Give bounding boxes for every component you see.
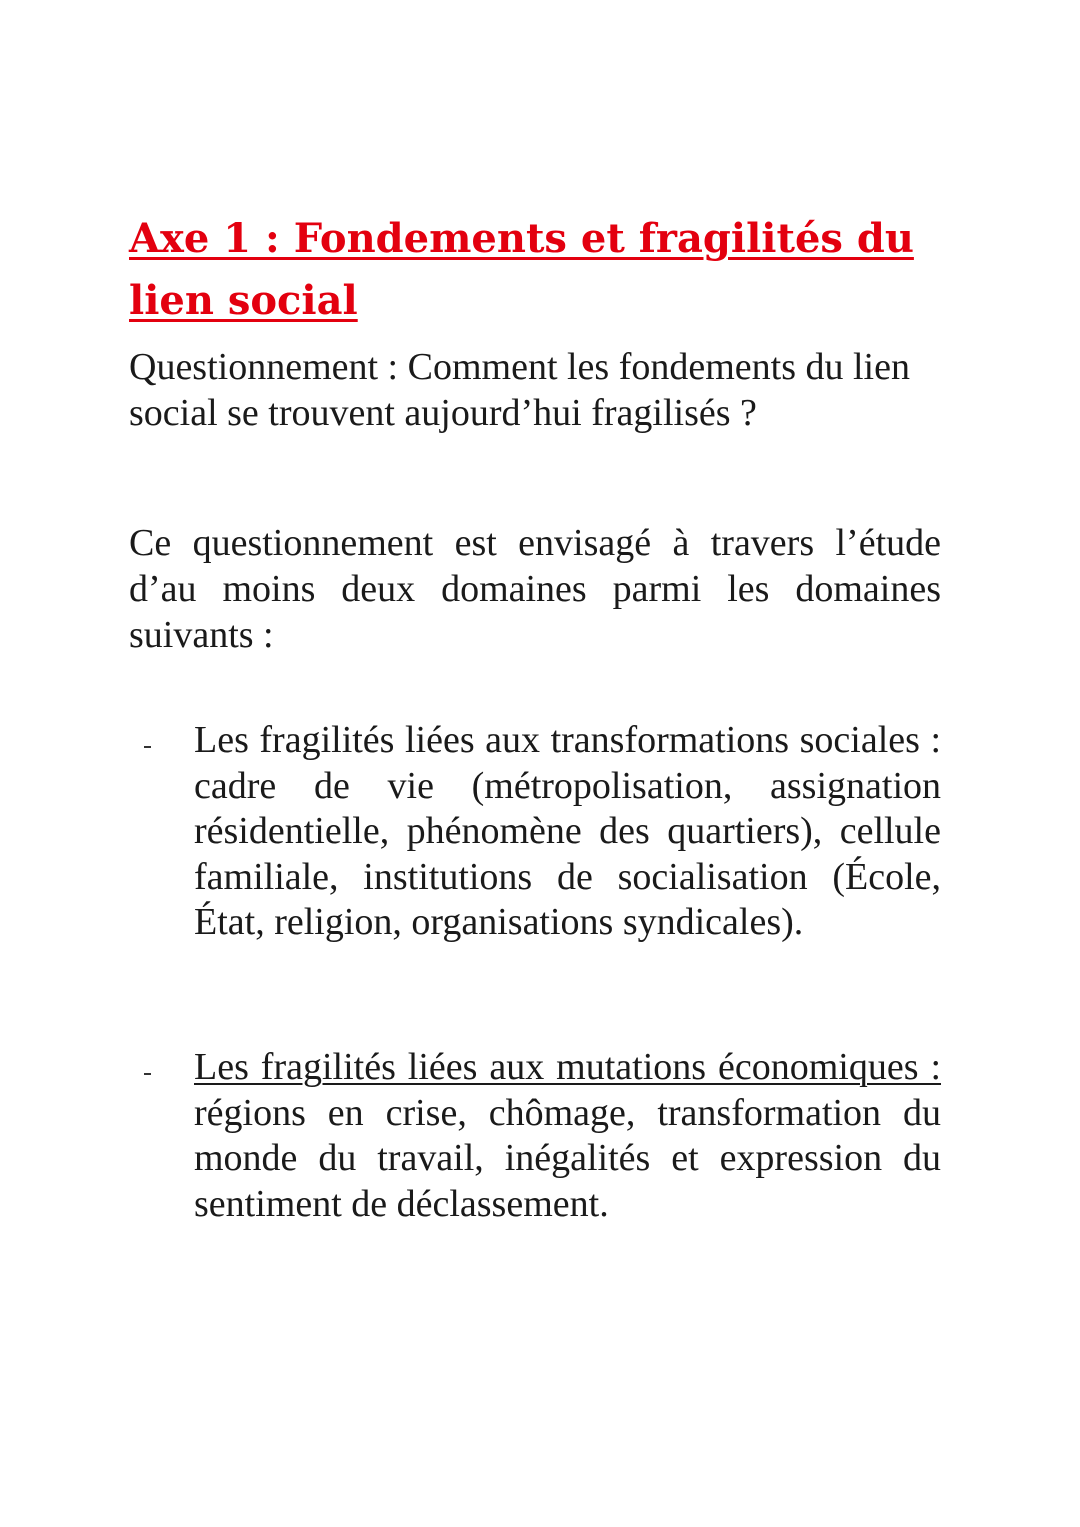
domain-1-text: Les fragilités liées aux transformations sociales : cadre de vie (métropolisation, assignation résidentielle, phénomène des quartiers), cellule familiale, institutions de socialisation (École, État, religion, organisations syndicales). bbox=[194, 719, 941, 943]
intro-paragraph: Ce questionnement est envisagé à travers l’étude d’au moins deux domaines parmi les domaines suivants : bbox=[129, 522, 941, 656]
bullet-dash-icon bbox=[144, 1073, 151, 1075]
list-item bbox=[194, 1045, 941, 1227]
domain-2-text: régions en crise, chômage, transformation du monde du travail, inégalités et expression du sentiment de déclassement. bbox=[194, 1091, 941, 1225]
page-title: Axe 1 : Fondements et fragilités du lien social bbox=[129, 215, 914, 324]
guiding-question: Questionnement : Comment les fondements du lien social se trouvent aujourd’hui fragilisés ? bbox=[129, 346, 910, 434]
bullet-dash-icon bbox=[144, 746, 151, 748]
list-item bbox=[194, 718, 941, 946]
domain-2-heading: Les fragilités liées aux mutations économiques : bbox=[194, 1046, 941, 1088]
